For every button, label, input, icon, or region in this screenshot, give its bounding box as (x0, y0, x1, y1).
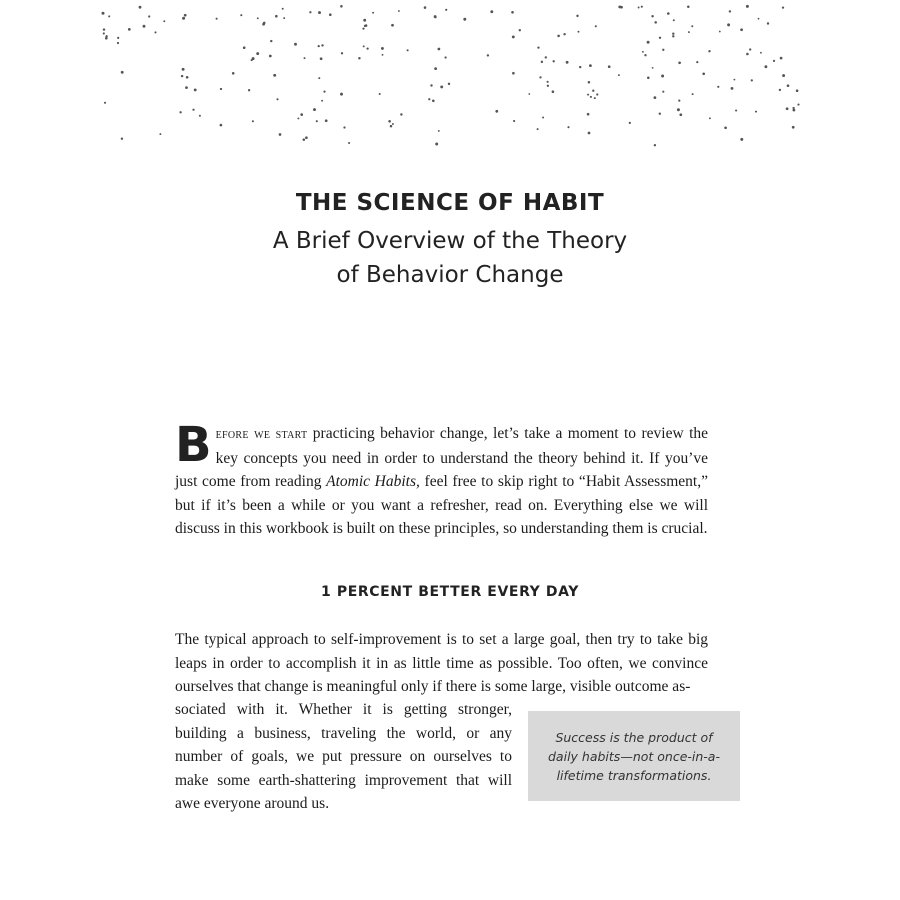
decorative-dot (430, 84, 432, 86)
decorative-dot (252, 120, 254, 122)
decorative-dot (595, 25, 597, 27)
decorative-dot (182, 17, 185, 20)
decorative-dot (283, 17, 285, 19)
decorative-dot (154, 31, 156, 33)
decorative-dot (495, 110, 498, 113)
decorative-dot (316, 120, 318, 122)
decorative-dot (642, 51, 644, 53)
decorative-dot (740, 28, 743, 31)
decorative-dot (192, 109, 194, 111)
decorative-dot (325, 119, 328, 122)
decorative-dot (276, 98, 278, 100)
decorative-dot (662, 91, 664, 93)
decorative-dot (688, 31, 690, 33)
decorative-dot (592, 90, 594, 92)
decorative-dot (358, 57, 360, 59)
decorative-dot (673, 19, 675, 21)
decorative-dot (764, 65, 767, 68)
decorative-dot (629, 122, 631, 124)
decorative-dot (512, 72, 515, 75)
decorative-dot (341, 52, 343, 54)
decorative-dot (528, 93, 530, 95)
decorative-dot (547, 85, 549, 87)
decorative-dot (463, 18, 466, 21)
decorative-dot (717, 86, 719, 88)
decorative-dot (545, 56, 547, 58)
decorative-dot (667, 12, 670, 15)
decorative-dot (400, 113, 402, 115)
section-heading: 1 PERCENT BETTER EVERY DAY (321, 584, 579, 600)
decorative-dot-pattern (100, 0, 800, 160)
decorative-dot (661, 75, 664, 78)
decorative-dot (654, 96, 657, 99)
decorative-dot (102, 12, 105, 15)
decorative-dot (297, 117, 299, 119)
decorative-dot (512, 35, 515, 38)
decorative-dot (318, 77, 320, 79)
decorative-dot (270, 40, 272, 42)
decorative-dot (588, 132, 591, 135)
decorative-dot (576, 15, 578, 17)
decorative-dot (282, 8, 284, 10)
decorative-dot (767, 22, 769, 24)
decorative-dot (269, 55, 272, 58)
book-title: Atomic Habits, (326, 473, 420, 490)
decorative-dot (567, 126, 569, 128)
decorative-dot (746, 53, 749, 56)
decorative-dot (687, 6, 690, 9)
decorative-dot (159, 133, 161, 135)
decorative-dot (677, 108, 680, 111)
decorative-dot (434, 67, 437, 70)
decorative-dot (758, 18, 760, 20)
decorative-dot (596, 93, 598, 95)
decorative-dot (578, 31, 580, 33)
decorative-dot (243, 46, 246, 49)
decorative-dot (139, 6, 142, 9)
decorative-dot (539, 76, 541, 78)
decorative-dot (273, 74, 276, 77)
decorative-dot (724, 126, 727, 129)
decorative-dot (398, 10, 400, 12)
decorative-dot (185, 86, 188, 89)
decorative-dot (220, 88, 222, 90)
decorative-dot (424, 6, 427, 9)
decorative-dot (372, 12, 374, 14)
decorative-dot (782, 74, 785, 77)
decorative-dot (678, 100, 680, 102)
decorative-dot (511, 11, 514, 14)
decorative-dot (251, 59, 253, 61)
decorative-dot (108, 15, 110, 17)
decorative-dot (662, 49, 664, 51)
decorative-dot (104, 102, 106, 104)
decorative-dot (340, 5, 343, 8)
decorative-dot (696, 61, 698, 63)
decorative-dot (340, 93, 343, 96)
chapter-subtitle (0, 224, 900, 292)
decorative-dot (448, 83, 450, 85)
decorative-dot (779, 89, 781, 91)
decorative-dot (594, 97, 596, 99)
decorative-dot (128, 28, 131, 31)
decorative-dot (382, 54, 384, 56)
decorative-dot (121, 71, 124, 74)
decorative-dot (179, 111, 181, 113)
decorative-dot (304, 57, 306, 59)
drop-cap: B (175, 417, 212, 473)
decorative-dot (434, 16, 436, 18)
chapter-title-block (0, 188, 900, 292)
decorative-dot (552, 90, 555, 93)
decorative-dot (194, 88, 197, 91)
decorative-dot (651, 15, 653, 17)
intro-paragraph (175, 417, 709, 541)
decorative-dot (746, 5, 749, 8)
decorative-dot (487, 54, 489, 56)
decorative-dot (782, 6, 784, 8)
decorative-dot (321, 44, 323, 46)
decorative-dot (787, 84, 790, 87)
decorative-dot (257, 17, 259, 19)
decorative-dot (381, 47, 384, 50)
decorative-dot (727, 23, 730, 26)
decorative-dot (305, 136, 308, 139)
decorative-dot (537, 128, 539, 130)
decorative-dot (318, 11, 321, 14)
decorative-dot (363, 19, 366, 22)
decorative-dot (199, 115, 201, 117)
decorative-dot (678, 61, 681, 64)
decorative-dot (143, 25, 146, 28)
decorative-dot (587, 113, 590, 116)
decorative-dot (392, 123, 394, 125)
decorative-dot (679, 113, 682, 116)
decorative-dot (363, 45, 365, 47)
decorative-dot (438, 48, 441, 51)
decorative-dot (407, 49, 409, 51)
decorative-dot (647, 41, 650, 44)
decorative-dot (672, 35, 674, 37)
decorative-dot (792, 126, 795, 129)
decorative-dot (751, 79, 753, 81)
decorative-dot (432, 100, 435, 103)
decorative-dot (590, 96, 592, 98)
chapter-subtitle-line-2: of Behavior Change (336, 262, 564, 288)
decorative-dot (641, 6, 643, 8)
decorative-dot (103, 32, 105, 34)
decorative-dot (435, 143, 438, 146)
decorative-dot (702, 72, 705, 75)
decorative-dot (647, 77, 650, 80)
chapter-title: THE SCIENCE OF HABIT (295, 190, 605, 216)
decorative-dot (343, 126, 345, 128)
decorative-dot (321, 100, 323, 102)
decorative-dot (323, 90, 325, 92)
decorative-dot (638, 7, 640, 9)
decorative-dot (248, 89, 250, 91)
decorative-dot (672, 32, 674, 34)
decorative-dot (309, 11, 311, 13)
intro-lead-small-caps: efore we start (215, 427, 308, 442)
decorative-dot (553, 60, 555, 62)
decorative-dot (117, 37, 119, 39)
decorative-dot (390, 125, 393, 128)
decorative-dot (654, 21, 657, 24)
decorative-dot (184, 14, 187, 17)
decorative-dot (733, 79, 735, 81)
decorative-dot (428, 98, 430, 100)
decorative-dot (537, 46, 539, 48)
decorative-dot (391, 24, 394, 27)
decorative-dot (117, 42, 119, 44)
decorative-dot (216, 18, 218, 20)
decorative-dot (362, 28, 364, 30)
chapter-subtitle-line-1: A Brief Overview of the Theory (272, 228, 628, 254)
decorative-dot (735, 109, 737, 111)
decorative-dot (709, 117, 711, 119)
decorative-dot (240, 14, 242, 16)
decorative-dot (659, 113, 661, 115)
decorative-dot (364, 25, 366, 27)
decorative-dot (388, 120, 391, 123)
decorative-dot (542, 117, 544, 119)
decorative-dot (163, 20, 165, 22)
decorative-dot (379, 93, 381, 95)
body-paragraph-wrapped: sociated with it. Whether it is getting stronger, building a business, traveling the world, or any number of goals, we put pressure on ourselves to make some earth-shattering improvement that will awe everyone around us. (175, 701, 512, 812)
decorative-dot (181, 75, 183, 77)
decorative-dot (313, 108, 316, 111)
decorative-dot (490, 10, 493, 13)
decorative-dot (513, 120, 515, 122)
decorative-dot (366, 47, 368, 49)
decorative-dot (793, 109, 796, 112)
decorative-dot (263, 22, 266, 25)
decorative-dot (220, 124, 223, 127)
decorative-dot (519, 29, 521, 31)
decorative-dot (300, 113, 303, 116)
decorative-dot (652, 67, 654, 69)
decorative-dot (121, 137, 123, 139)
decorative-dot (182, 68, 185, 71)
decorative-dot (541, 61, 543, 63)
intro-text: practicing behavior change, let’s take a moment to review the key concepts you need in order to understand the theory behind it. If you’ve just come from reading (175, 425, 709, 490)
decorative-dot (105, 35, 107, 37)
decorative-dot (587, 94, 589, 96)
decorative-dot (780, 57, 783, 60)
decorative-dot (557, 35, 560, 38)
decorative-dot (659, 37, 661, 39)
pull-quote-box (528, 711, 740, 801)
pull-quote-text: Success is the product of daily habits—not once-in-a-lifetime transformations. (548, 729, 720, 783)
decorative-dot (232, 72, 235, 75)
decorative-dot (740, 138, 743, 141)
decorative-dot (749, 48, 751, 50)
decorative-dot (103, 28, 105, 30)
decorative-dot (708, 50, 710, 52)
decorative-dot (275, 15, 278, 18)
decorative-dot (644, 54, 646, 56)
decorative-dot (186, 76, 189, 79)
decorative-dot (719, 31, 721, 33)
decorative-dot (348, 142, 350, 144)
decorative-dot (294, 43, 297, 46)
decorative-dot (256, 52, 259, 55)
decorative-dot (755, 111, 757, 113)
decorative-dot (654, 144, 656, 146)
decorative-dot (444, 56, 446, 58)
decorative-dot (279, 133, 282, 136)
body-paragraph-full-width: The typical approach to self-improvement is to set a large goal, then try to take big leaps in order to accomplish it in as little time as possible. Too often, we convince ourselves that change is meaningful only if there is some large, visible outcome as- (175, 631, 708, 695)
decorative-dot (329, 13, 332, 16)
decorative-dot (563, 33, 565, 35)
decorative-dot (731, 87, 734, 90)
decorative-dot (318, 45, 320, 47)
decorative-dot (579, 66, 581, 68)
decorative-dot (588, 81, 591, 84)
decorative-dot (440, 85, 443, 88)
intro-text-continued: feel free to skip right to “Habit Assessment,” but if it’s been a while or you want a refresher, read on. Everything else we will discuss in this workbook is built on these principles, so understanding them is crucial. (175, 473, 708, 537)
decorative-dot (303, 138, 306, 141)
decorative-dot (438, 130, 440, 132)
decorative-dot (148, 15, 150, 17)
decorative-dot (618, 5, 621, 8)
decorative-dot (608, 65, 611, 68)
decorative-dot (773, 60, 775, 62)
decorative-dot (691, 25, 693, 27)
decorative-dot (729, 10, 731, 12)
decorative-dot (589, 64, 592, 67)
decorative-dot (760, 52, 762, 54)
decorative-dot (320, 57, 323, 60)
decorative-dot (692, 93, 694, 95)
decorative-dot (797, 104, 799, 106)
decorative-dot (796, 89, 799, 92)
decorative-dot (786, 107, 789, 110)
decorative-dot (547, 81, 549, 83)
decorative-dot (618, 74, 620, 76)
decorative-dot (445, 9, 447, 11)
decorative-dot (566, 61, 569, 64)
